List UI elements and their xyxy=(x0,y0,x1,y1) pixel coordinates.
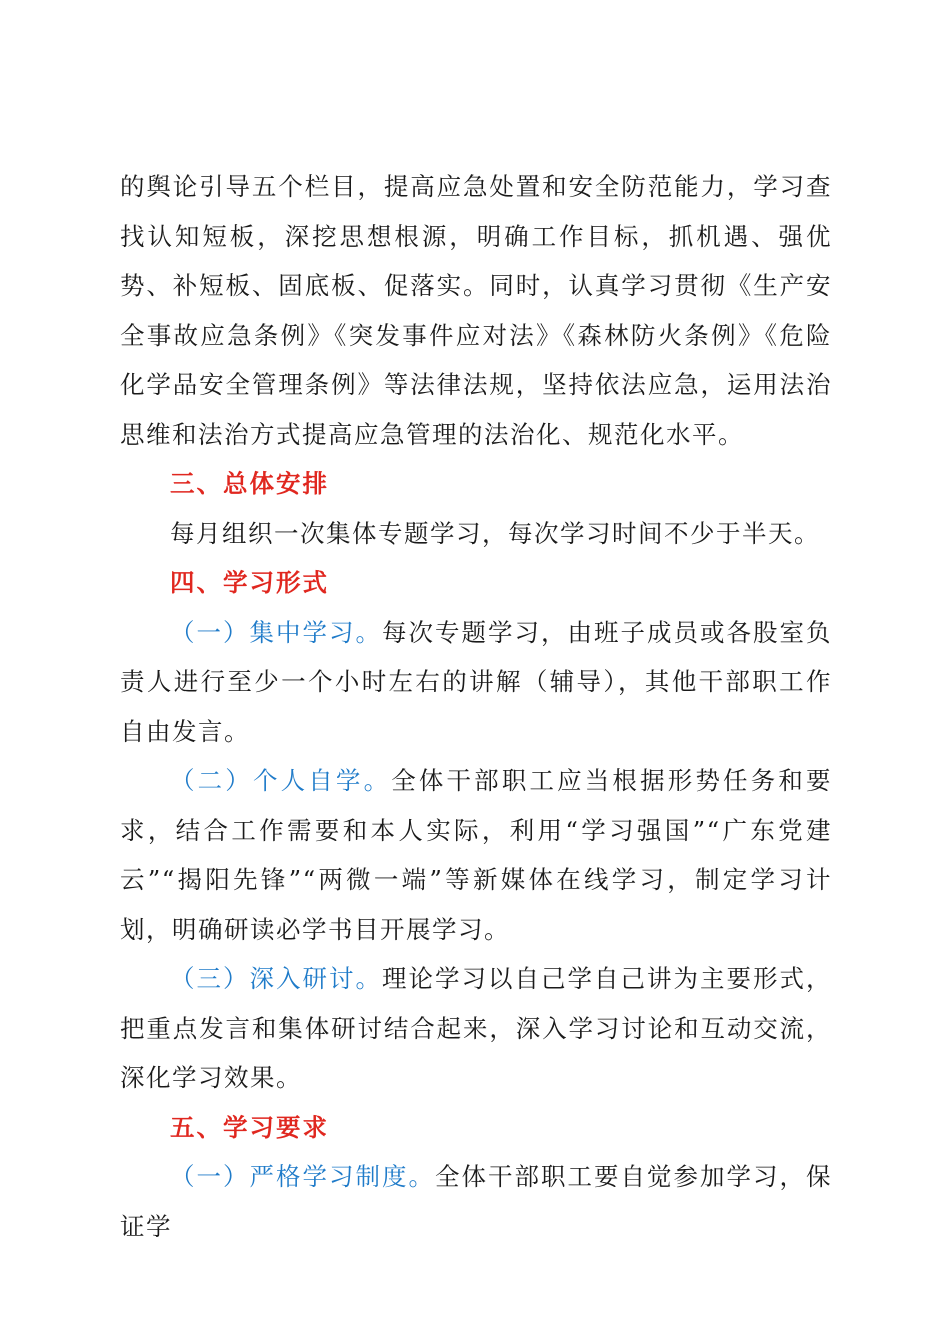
study-requirement-label-system: （一）严格学习制度。 xyxy=(170,1162,435,1191)
study-form-text-discussion: 理论学习以自己学自己讲为主要形式，把重点发言和集体研讨结合起来，深入学习讨论和互动交流，深化学习效果。 xyxy=(120,964,832,1092)
section-heading-study-forms: 四、学习形式 xyxy=(170,568,329,597)
section-heading-overall-arrangement: 三、总体安排 xyxy=(170,469,329,498)
study-form-item-centralized xyxy=(120,608,832,757)
study-requirement-text-system: 全体干部职工要自觉参加学习，保证学 xyxy=(120,1162,832,1241)
section-heading-study-requirements: 五、学习要求 xyxy=(170,1112,329,1142)
study-form-item-self-study xyxy=(120,756,832,954)
intro-paragraph: 的舆论引导五个栏目，提高应急处置和安全防范能力，学习查找认知短板，深挖思想根源，明确工作目标，抓机遇、强优势、补短板、固底板、促落实。同时，认真学习贯彻《生产安全事故应急条例》《突发事件应对法》《森林防火条例》《危险化学品安全管理条例》等法律法规，坚持依法应急，运用法治思维和法治方式提高应急管理的法治化、规范化水平。 xyxy=(120,172,832,449)
study-form-label-centralized: （一）集中学习。 xyxy=(170,617,382,647)
study-form-item-discussion xyxy=(120,954,832,1103)
overall-arrangement-text: 每月组织一次集体专题学习，每次学习时间不少于半天。 xyxy=(170,518,820,548)
study-form-text-self-study: 全体干部职工应当根据形势任务和要求，结合工作需要和本人实际，利用“学习强国”“广东党建云”“揭阳先锋”“两微一端”等新媒体在线学习，制定学习计划，明确研读必学书目开展学习。 xyxy=(120,766,832,944)
study-requirement-item-system xyxy=(120,1152,832,1251)
study-form-text-centralized: 每次专题学习，由班子成员或各股室负责人进行至少一个小时左右的讲解（辅导），其他干部职工作自由发言。 xyxy=(120,617,832,746)
document-body xyxy=(120,162,832,1251)
study-form-label-self-study: （二）个人自学。 xyxy=(170,766,392,795)
study-form-label-discussion: （三）深入研讨。 xyxy=(170,964,382,993)
